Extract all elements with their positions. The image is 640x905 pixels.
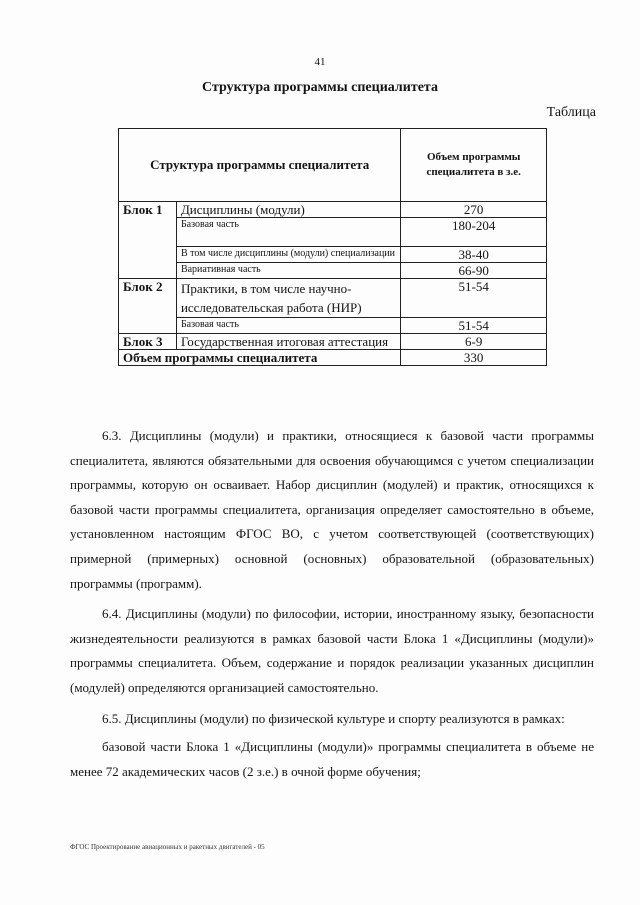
block1-spec-label: В том числе дисциплины (модули) специализации [176,247,400,263]
total-value: 330 [401,350,547,366]
block1-base-value: 180-204 [401,218,547,247]
paragraph-6-5-item: базовой части Блока 1 «Дисциплины (модули)» программы специалитета в объеме не менее 72 академических часов (2 з.е.) в очной форме обучения; [70,739,594,779]
total-label: Объем программы специалитета [119,350,401,366]
table-header-row [119,129,547,202]
table-row [119,218,547,247]
block1-value: 270 [401,202,547,218]
footer-note: ФГОС Проектирование авиационных и ракетных двигателей - 05 [70,843,265,851]
block2-base-label: Базовая часть [176,318,400,334]
program-structure-table [118,128,547,366]
section-6-text [70,424,594,784]
header-volume: Объем программы специалитета в з.е. [401,129,547,202]
page-number: 41 [314,56,326,68]
block1-var-label: Вариативная часть [176,263,400,279]
table-total-row [119,350,547,366]
block2-name: Практики, в том числе научно-исследовательская работа (НИР) [176,279,400,318]
block3-label: Блок 3 [119,334,177,350]
paragraph-6-4: 6.4. Дисциплины (модули) по философии, истории, иностранному языку, безопасности жизнедеятельности реализуются в рамках базовой части Блока 1 «Дисциплины (модули)» программы специалитета. Объем, содержание и порядок реализации указанных дисциплин (модулей) определяются организацией самостоятельно. [70,606,594,695]
block1-base-label: Базовая часть [176,218,400,247]
block1-var-value: 66-90 [401,263,547,279]
header-structure: Структура программы специалитета [119,129,401,202]
table-label: Таблица [546,105,596,120]
block1-spec-value: 38-40 [401,247,547,263]
table-row [119,263,547,279]
table-row [119,247,547,263]
block1-name: Дисциплины (модули) [176,202,400,218]
paragraph-6-3: 6.3. Дисциплины (модули) и практики, относящиеся к базовой части программы специалитета, являются обязательными для освоения обучающимся с учетом специализации программы, которую он осваивает. Набор дисциплин (модулей) и практик, относящихся к базовой части программы специалитета, организация определяет самостоятельно в объеме, установленном настоящим ФГОС ВО, с учетом соответствующей (соответствующих) примерной (примерных) основной (основных) образовательной (образовательных) программы (программ). [70,428,594,591]
block2-label: Блок 2 [119,279,177,334]
table-row [119,202,547,218]
document-title: Структура программы специалитета [202,80,438,95]
block2-value: 51-54 [401,279,547,318]
block3-value: 6-9 [401,334,547,350]
block3-name: Государственная итоговая аттестация [176,334,400,350]
table-row [119,318,547,334]
table-row [119,279,547,318]
paragraph-6-5: 6.5. Дисциплины (модули) по физической культуре и спорту реализуются в рамках: [102,710,565,726]
table-row [119,334,547,350]
block2-base-value: 51-54 [401,318,547,334]
block1-label: Блок 1 [119,202,177,279]
